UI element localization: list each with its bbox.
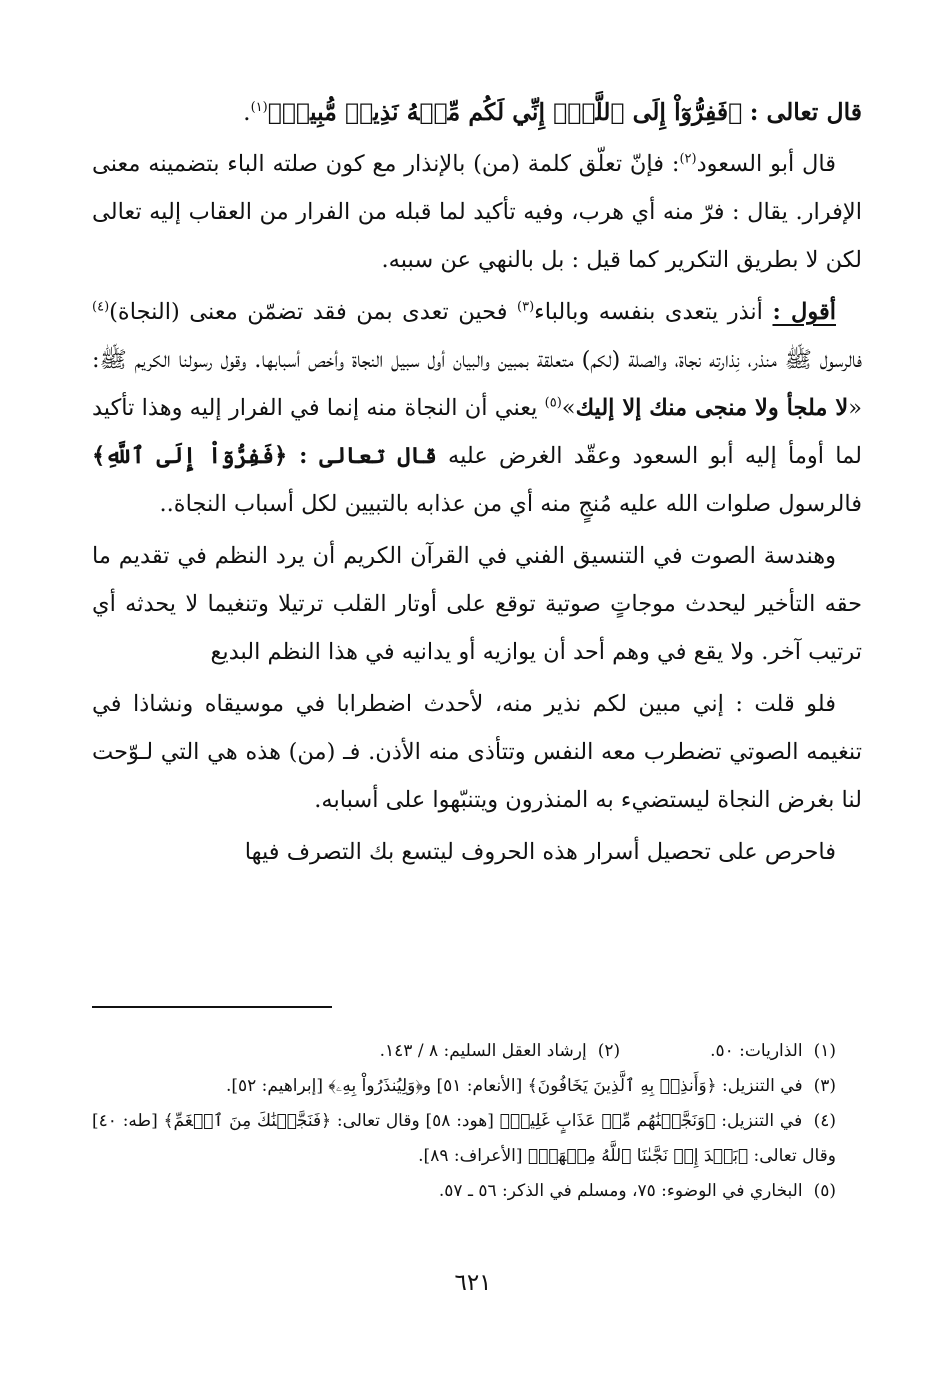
text-span: . (243, 98, 251, 126)
quran-verse: ﴿فَفِرُّوٓاْ إِلَى ٱللَّهِۖ إِنِّي لَكُم مِّنۡهُ نَذِيرٞ مُّبِينٞ﴾ (267, 98, 743, 126)
footnote-ref: (٢) (679, 151, 697, 167)
footnotes (92, 1034, 836, 1209)
paragraph-sound: وهندسة الصوت في التنسيق الفني في القرآن الكريم أن يرد النظم في تقديم ما حقه التأخير ليحدث موجاتٍ صوتية توقع على أوتار القلب ترتيلا وتنغيما لا يحدثه أي ترتيب آخر. ولا يقع في وهم أحد أن يوازيه أو يدانيه في هذا النظم البديع (92, 543, 862, 665)
footnote-text: إرشاد العقل السليم: ٨ / ١٤٣. (379, 1041, 587, 1061)
text-span: : فإنّ تعلّق كلمة (من) بالإنذار مع كون صلته الباء بتضمينه معنى الإفرار. يقال : فرّ منه أي هرب، وفيه تأكيد لما قبله من الفرار من العقاب إليه تعالى لكن لا بطريق التكرير كما قيل : بل بالنهي عن سببه. (92, 151, 862, 273)
footnote-number: (٥) (813, 1181, 836, 1201)
paragraph-verse (92, 88, 862, 136)
paragraph-aqul (92, 288, 862, 528)
footnote-ref: (١) (250, 100, 268, 116)
paragraph-abu-saud (92, 140, 862, 284)
paragraph-example: فلو قلت : إني مبين لكم نذير منه، لأحدث اضطرابا في موسيقاه ونشاذا في تنغيمه الصوتي تضطرب معه النفس وتتأذى منه الأذن. فـ (من) هذه هي التي لـوّحت لنا بغرض النجاة ليستضيء به المنذرون ويتنبّهوا على أسبابه. (92, 691, 862, 813)
text-span: » (561, 395, 576, 421)
paragraph-advice: فاحرص على تحصيل أسرار هذه الحروف ليتسع بك التصرف فيها (244, 839, 836, 865)
footnote-divider (92, 1006, 332, 1008)
text-span: فحين تعدى بمن فقد تضمّن معنى (النجاة) (109, 299, 518, 325)
verse-intro: قال تعالى : (299, 443, 437, 469)
footnote-number: (١) (813, 1041, 836, 1061)
aqul-label: أقول : (772, 299, 836, 325)
footnote-number: (٤) (813, 1111, 837, 1131)
footnote-2 (380, 1034, 621, 1069)
footnote-text: في التنزيل: ﴿وَأَنذِرۡ بِهِ ٱلَّذِينَ يَخَافُونَ﴾ [الأنعام: ٥١] و﴿وَلِيُنذَرُواْ بِهِۦ﴾ [إبراهيم: ٥٢]. (225, 1076, 803, 1096)
page-number: ٦٢١ (454, 1270, 492, 1296)
footnote-1 (710, 1034, 836, 1069)
footnote-number: (٢) (597, 1041, 621, 1061)
footnote-5 (92, 1174, 836, 1209)
text-span: فالرسول صلوات الله عليه مُنجٍ منه أي من عذابه بالتبيين لكل أسباب النجاة.. (159, 491, 862, 517)
footnote-text: البخاري في الوضوء: ٧٥، ومسلم في الذكر: ٥٦ ـ ٥٧. (438, 1181, 803, 1201)
footnote-4 (92, 1104, 836, 1174)
main-text (92, 88, 862, 880)
text-span: يعني أن النجاة منه إنما في الفرار إليه وهذا تأكيد لما أومأ إليه أبو السعود وعقّد الغرض عليه (92, 395, 862, 469)
footnote-text: الذاريات: ٥٠. (710, 1041, 803, 1061)
footnote-3 (92, 1069, 836, 1104)
footnote-text: في التنزيل: ﴿وَنَجَّيۡنَٰهُم مِّنۡ عَذَابٍ غَلِيظٖ﴾ [هود: ٥٨] وقال تعالى: ﴿فَنَجَّيۡنَٰكَ مِنَ ٱلۡغَمِّ﴾ [طه: ٤٠] وقال تعالى: ﴿بَعۡدَ إِذۡ نَجَّىٰنَا ٱللَّهُ مِنۡهَاۚ﴾ [الأعراف: ٨٩]. (92, 1111, 836, 1166)
footnote-ref: (٤) (92, 299, 110, 315)
quran-verse: ﴿فَفِرُّوٓاْ إِلَى ٱللَّهِ﴾ (92, 443, 300, 469)
footnote-ref: (٣) (517, 299, 535, 315)
footnote-number: (٣) (813, 1076, 836, 1096)
text-span: أنذر يتعدى بنفسه وبالباء (534, 299, 773, 325)
footnote-row (92, 1034, 836, 1069)
footnote-ref: (٥) (544, 395, 562, 411)
text-span: فالرسول ﷺ منذر، نِذارته نجاة، والصلة (لكم) متعلقة بمبين والبيان أول سبيل النجاة وأخص أسبابها. وقول رسولنا الكريم ﷺ: « (92, 347, 862, 421)
hadith-text: لا ملجأ ولا منجى منك إلا إليك (575, 395, 849, 421)
text-span: قال أبو السعود (696, 151, 836, 177)
verse-intro: قال تعالى : (749, 98, 862, 126)
